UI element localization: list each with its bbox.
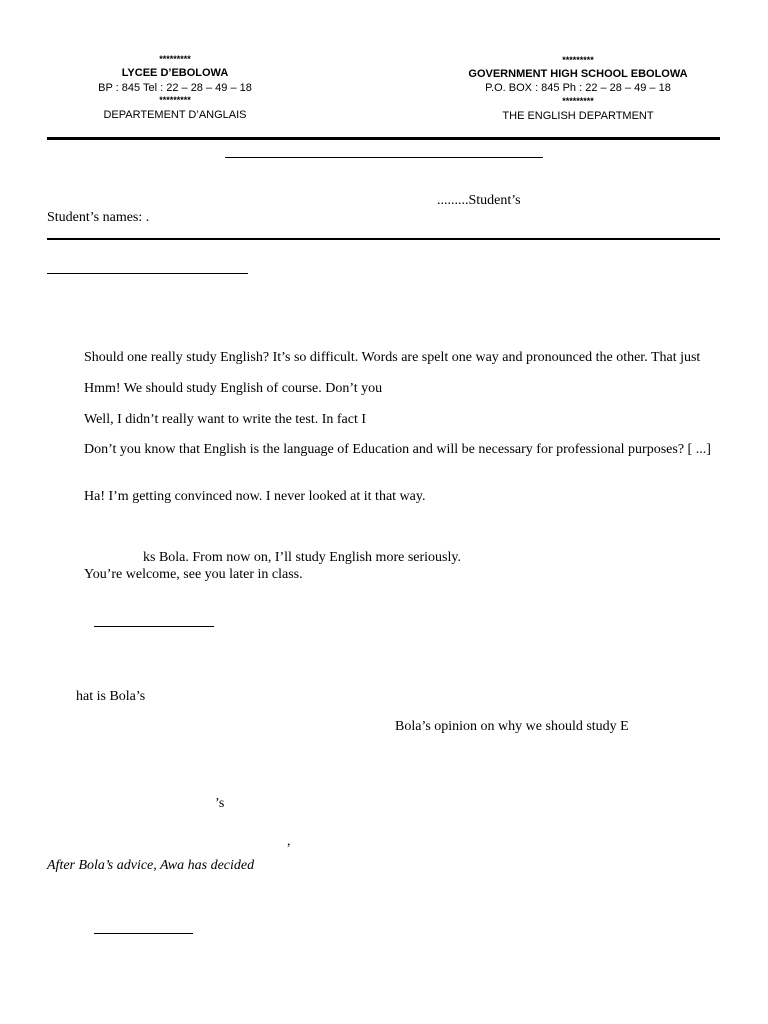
section-underline bbox=[47, 273, 248, 274]
dialogue-line: Don’t you know that English is the language of Education and will be necessary for professional purposes? [ ...] bbox=[84, 442, 711, 457]
left-header-stars-top: ********* bbox=[159, 54, 191, 64]
dialogue-line: ks Bola. From now on, I’ll study English more seriously. bbox=[143, 550, 461, 565]
section-underline bbox=[94, 626, 214, 627]
right-school-name: GOVERNMENT HIGH SCHOOL EBOLOWA bbox=[468, 68, 688, 80]
dialogue-line: You’re welcome, see you later in class. bbox=[84, 567, 303, 582]
left-header-stars-bottom: ********* bbox=[159, 95, 191, 105]
section-underline bbox=[94, 933, 193, 934]
question-text: Bola’s opinion on why we should study E bbox=[395, 719, 629, 734]
left-department: DEPARTEMENT D’ANGLAIS bbox=[103, 109, 247, 121]
left-school-name: LYCEE D’EBOLOWA bbox=[121, 67, 229, 79]
left-contact: BP : 845 Tel : 22 – 28 – 49 – 18 bbox=[98, 82, 252, 94]
question-text: hat is Bola’s bbox=[76, 689, 146, 704]
right-header-stars-bottom: ********* bbox=[562, 96, 594, 106]
right-header-stars-top: ********* bbox=[562, 55, 594, 65]
right-contact: P.O. BOX : 845 Ph : 22 – 28 – 49 – 18 bbox=[485, 82, 671, 94]
header-divider bbox=[47, 137, 720, 140]
question-text: ’s bbox=[215, 796, 225, 811]
student-names-label: Student’s names: . bbox=[47, 210, 150, 225]
dialogue-line: Well, I didn’t really want to write the test. In fact I bbox=[84, 412, 367, 427]
student-fragment-right: .........Student’s bbox=[437, 193, 521, 208]
right-department: THE ENGLISH DEPARTMENT bbox=[502, 110, 654, 122]
student-divider bbox=[47, 238, 720, 240]
dialogue-line: Ha! I’m getting convinced now. I never looked at it that way. bbox=[84, 489, 426, 504]
question-text: After Bola’s advice, Awa has decided bbox=[47, 858, 255, 873]
question-text: , bbox=[287, 834, 291, 849]
dialogue-line: Hmm! We should study English of course. Don’t you bbox=[84, 381, 383, 396]
dialogue-line: Should one really study English? It’s so difficult. Words are spelt one way and pronounced the other. That just bbox=[84, 350, 701, 365]
title-underline bbox=[225, 157, 543, 158]
